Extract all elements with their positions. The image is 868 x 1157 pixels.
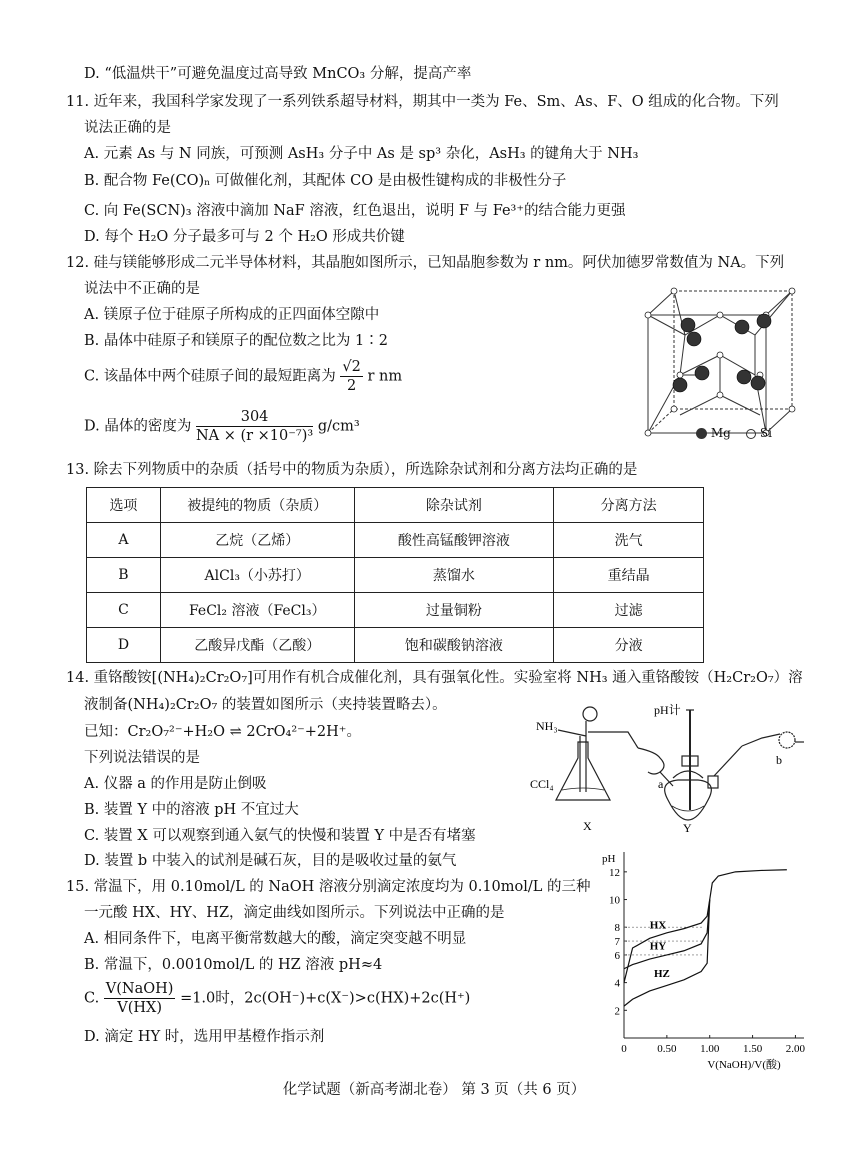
q13-table	[86, 487, 704, 663]
crystal-cell-figure	[640, 285, 800, 445]
table-row	[87, 523, 704, 558]
q15-c-denominator: V(HX)	[117, 1000, 162, 1016]
q11-stem-line2: 说法正确的是	[84, 120, 171, 136]
q12-stem-line1: 12. 硅与镁能够形成二元半导体材料，其晶胞如图所示，已知晶胞参数为 r nm。阿伏加德罗常数值为 NA。下列	[66, 255, 785, 271]
q12-d-denominator: NA × (r ×10⁻⁷)³	[195, 428, 314, 444]
titration-chart	[590, 842, 820, 1072]
y-axis-label: pH	[602, 853, 616, 865]
table-row	[87, 558, 704, 593]
q15-option-c	[84, 980, 470, 1017]
q11-option-b: B. 配合物 Fe(CO)ₙ 可做催化剂，其配体 CO 是由极性键构成的非极性分子	[84, 173, 567, 189]
q14-ask: 下列说法错误的是	[84, 750, 200, 766]
x-tick-label: 0.50	[657, 1043, 677, 1055]
table-cell: AlCl₃（小苏打）	[160, 558, 354, 593]
q15-option-c-prefix: C.	[84, 990, 100, 1007]
series-label-hy: HY	[649, 940, 667, 953]
q14-stem-line2: 液制备(NH₄)₂Cr₂O₇ 的装置如图所示（夹持装置略去）。	[84, 697, 447, 713]
q15-c-numerator: V(NaOH)	[105, 981, 174, 997]
q13-stem: 13. 除去下列物质中的杂质（括号中的物质为杂质），所选除杂试剂和分离方法均正确的是	[66, 462, 638, 478]
nh3-label: NH₃	[536, 719, 558, 733]
q15-option-b: B. 常温下，0.0010mol/L 的 HZ 溶液 pH≈4	[84, 957, 383, 973]
table-cell: B	[87, 558, 161, 593]
q12-option-d-unit: g/cm³	[317, 418, 360, 435]
q15-option-c-text: =1.0时，2c(OH⁻)+c(X⁻)>c(HX)+2c(H⁺)	[180, 990, 471, 1007]
q12-option-c-unit: r nm	[367, 368, 403, 385]
q12-c-fraction	[340, 358, 362, 395]
q14-option-b: B. 装置 Y 中的溶液 pH 不宜过大	[84, 802, 299, 818]
q14-option-c: C. 装置 X 可以观察到通入氨气的快慢和装置 Y 中是否有堵塞	[84, 828, 476, 844]
table-cell: 分液	[554, 628, 704, 663]
table-cell: 过滤	[554, 593, 704, 628]
y-tick-label: 6	[614, 949, 620, 962]
q12-d-numerator: 304	[196, 408, 313, 427]
q14-stem-line1: 14. 重铬酸铵[(NH₄)₂Cr₂O₇]可用作有机合成催化剂，具有强氧化性。实验室将 NH₃ 通入重铬酸铵（H₂Cr₂O₇）溶	[66, 670, 803, 686]
table-header-cell: 分离方法	[554, 488, 704, 523]
y-tick-label: 8	[614, 922, 620, 935]
mg-legend-icon	[696, 428, 707, 439]
q12-option-a: A. 镁原子位于硅原子所构成的正四面体空隙中	[84, 307, 380, 323]
table-cell: 酸性高锰酸钾溶液	[354, 523, 554, 558]
apparatus-figure	[528, 700, 808, 840]
q14-known: 已知：Cr₂O₇²⁻+H₂O ⇌ 2CrO₄²⁻+2H⁺。	[84, 724, 361, 740]
table-row	[87, 593, 704, 628]
series-line-hy	[624, 900, 710, 969]
table-cell: 蒸馏水	[354, 558, 554, 593]
device-b-label: b	[776, 753, 782, 767]
table-cell: 乙烷（乙烯）	[160, 523, 354, 558]
y-tick-label: 2	[614, 1005, 620, 1018]
table-header-cell: 被提纯的物质（杂质）	[160, 488, 354, 523]
table-cell: 重结晶	[554, 558, 704, 593]
table-row	[87, 628, 704, 663]
q15-option-d: D. 滴定 HY 时，选用甲基橙作指示剂	[84, 1029, 325, 1045]
crystal-legend	[696, 423, 772, 443]
table-cell: A	[87, 523, 161, 558]
table-cell: 饱和碳酸钠溶液	[354, 628, 554, 663]
q12-option-c	[84, 358, 402, 395]
table-cell: D	[87, 628, 161, 663]
ccl4-label: CCl₄	[530, 777, 554, 791]
table-header-row	[87, 488, 704, 523]
table-header-cell: 除杂试剂	[354, 488, 554, 523]
q15-stem-line1: 15. 常温下，用 0.10mol/L 的 NaOH 溶液分别滴定浓度均为 0.10mol/L 的三种	[66, 879, 591, 895]
table-cell: 洗气	[554, 523, 704, 558]
series-label-hx: HX	[649, 919, 667, 932]
q12-option-d	[84, 408, 360, 445]
q12-option-d-text: D. 晶体的密度为	[84, 418, 192, 435]
table-header-cell: 选项	[87, 488, 161, 523]
q11-stem-line1: 11. 近年来，我国科学家发现了一系列铁系超导材料，期其中一类为 Fe、Sm、As、F、O 组成的化合物。下列	[66, 94, 779, 110]
x-tick-label: 2.00	[785, 1043, 806, 1055]
table-cell: FeCl₂ 溶液（FeCl₃）	[160, 593, 354, 628]
y-tick-label: 12	[609, 866, 620, 879]
y-tick-label: 4	[614, 977, 620, 990]
x-tick-label: 0	[621, 1043, 627, 1055]
si-legend-icon	[746, 429, 756, 439]
ph-meter-label: pH计	[654, 703, 681, 717]
y-tick-label: 10	[609, 894, 620, 907]
series-label-hz: HZ	[654, 968, 670, 981]
q15-stem-line2: 一元酸 HX、HY、HZ，滴定曲线如图所示。下列说法中正确的是	[84, 905, 505, 921]
q12-option-b: B. 晶体中硅原子和镁原子的配位数之比为 1∶2	[84, 333, 388, 349]
y-tick-label: 7	[614, 936, 620, 949]
q11-option-a: A. 元素 As 与 N 同族，可预测 AsH₃ 分子中 As 是 sp³ 杂化，AsH₃ 的键角大于 NH₃	[84, 146, 639, 162]
q12-c-numerator: √2	[342, 359, 361, 375]
si-legend-label: Si	[759, 426, 772, 440]
series-line-hz	[624, 900, 710, 1007]
q11-option-d: D. 每个 H₂O 分子最多可与 2 个 H₂O 形成共价键	[84, 229, 405, 245]
mg-legend-label: Mg	[710, 426, 731, 440]
q12-d-fraction	[196, 408, 313, 445]
q10-option-d: D. “低温烘干”可避免温度过高导致 MnCO₃ 分解，提高产率	[84, 66, 472, 82]
x-axis-label: V(NaOH)/V(酸)	[707, 1059, 781, 1071]
q15-c-fraction	[104, 980, 176, 1017]
page-footer: 化学试题（新高考湖北卷） 第 3 页（共 6 页）	[282, 1082, 586, 1098]
q14-option-d: D. 装置 b 中装入的试剂是碱石灰，目的是吸收过量的氨气	[84, 853, 457, 869]
device-x-label: X	[583, 819, 592, 833]
device-y-label: Y	[683, 821, 692, 835]
table-cell: 乙酸异戊酯（乙酸）	[160, 628, 354, 663]
q11-option-c: C. 向 Fe(SCN)₃ 溶液中滴加 NaF 溶液，红色退出，说明 F 与 Fe³⁺的结合能力更强	[84, 203, 626, 219]
q15-option-a: A. 相同条件下，电离平衡常数越大的酸，滴定突变越不明显	[84, 931, 467, 947]
table-cell: 过量铜粉	[354, 593, 554, 628]
q12-stem-line2: 说法中不正确的是	[84, 281, 200, 297]
x-tick-label: 1.50	[742, 1043, 763, 1055]
device-a-label: a	[658, 777, 664, 791]
q14-option-a: A. 仪器 a 的作用是防止倒吸	[84, 776, 267, 792]
x-tick-label: 1.00	[700, 1043, 720, 1055]
q12-option-c-text: C. 该晶体中两个硅原子间的最短距离为	[84, 368, 336, 385]
q12-c-denominator: 2	[347, 378, 357, 394]
table-cell: C	[87, 593, 161, 628]
